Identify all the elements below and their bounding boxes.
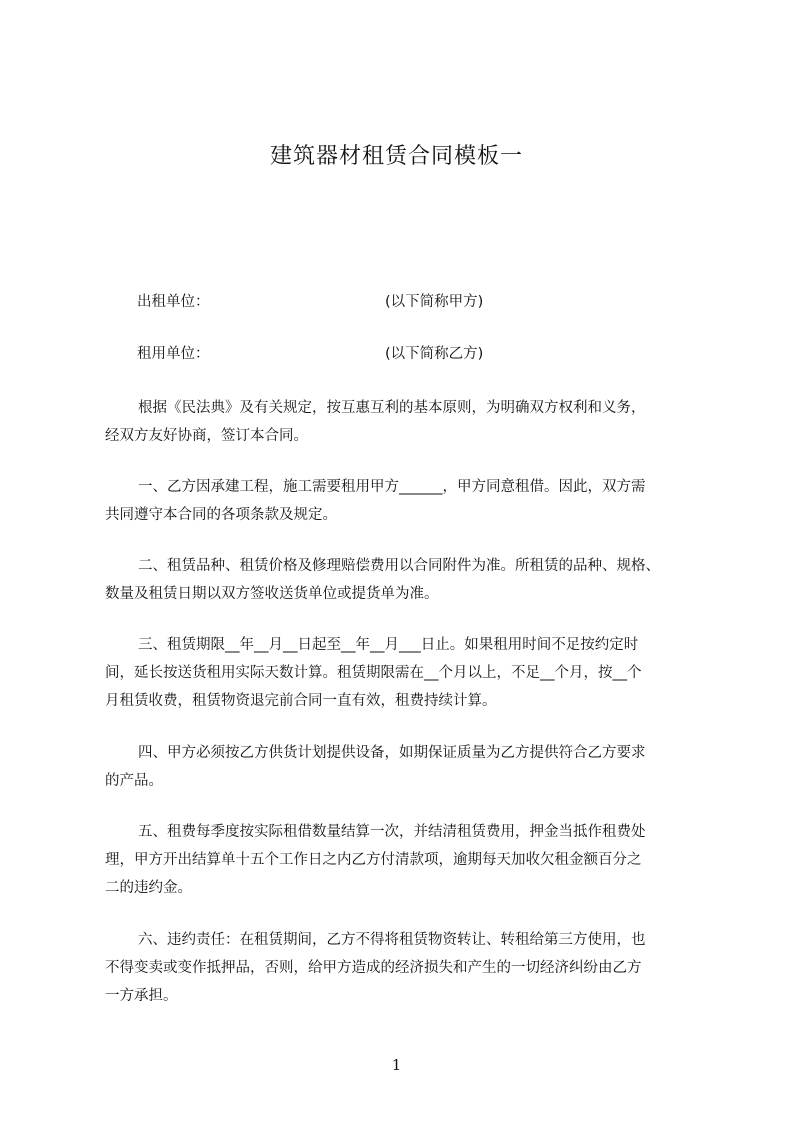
paragraph-clause-1 bbox=[105, 473, 705, 529]
paragraph-line: 五、租费每季度按实际租借数量结算一次，并结清租赁费用，押金当抵作租费处 bbox=[138, 824, 646, 840]
paragraph-line: 月租赁收费，租赁物资退完前合同一直有效，租费持续计算。 bbox=[105, 693, 497, 709]
paragraph-line: 根据《民法典》及有关规定，按互惠互利的基本原则，为明确双方权利和义务， bbox=[138, 400, 646, 416]
paragraph-line: 二、租赁品种、租赁价格及修理赔偿费用以合同附件为准。所租赁的品种、规格、 bbox=[138, 558, 660, 574]
paragraph-line: 二的违约金。 bbox=[105, 880, 192, 896]
paragraph-clause-4 bbox=[105, 739, 705, 795]
page-number: 1 bbox=[391, 1056, 402, 1074]
paragraph-line: 三、租赁期限__年__月__日起至__年__月___日止。如果租用时间不足按约定时 bbox=[138, 637, 639, 653]
paragraph-line: 经双方友好协商，签订本合同。 bbox=[105, 428, 308, 444]
document-title: 建筑器材租赁合同模板一 bbox=[269, 144, 523, 169]
lessee-label: 租用单位： bbox=[137, 346, 210, 362]
lessor-alias: (以下简称甲方) bbox=[385, 294, 484, 310]
paragraph-clause-6 bbox=[105, 926, 705, 1010]
paragraph-preamble bbox=[105, 394, 705, 450]
paragraph-line: 六、违约责任：在租赁期间，乙方不得将租赁物资转让、转租给第三方使用，也 bbox=[138, 932, 646, 948]
paragraph-clause-2 bbox=[105, 552, 705, 608]
lessee-alias: (以下简称乙方) bbox=[385, 346, 484, 362]
lessor-line bbox=[137, 291, 484, 313]
paragraph-clause-5 bbox=[105, 818, 705, 902]
paragraph-line: 理，甲方开出结算单十五个工作日之内乙方付清款项，逾期每天加收欠租金额百分之 bbox=[105, 852, 642, 868]
paragraph-line: 的产品。 bbox=[105, 773, 163, 789]
paragraph-line: 间，延长按送货租用实际天数计算。租赁期限需在__个月以上，不足__个月，按__个 bbox=[105, 665, 642, 681]
paragraph-line: 数量及租赁日期以双方签收送货单位或提货单为准。 bbox=[105, 586, 439, 602]
lessor-label: 出租单位： bbox=[137, 294, 210, 310]
paragraph-clause-3 bbox=[105, 631, 705, 715]
lessee-line bbox=[137, 343, 484, 365]
paragraph-line: 一方承担。 bbox=[105, 988, 178, 1004]
paragraph-line: 共同遵守本合同的各项条款及规定。 bbox=[105, 507, 337, 523]
paragraph-line: 一、乙方因承建工程，施工需要租用甲方______，甲方同意租借。因此，双方需 bbox=[138, 479, 646, 495]
paragraph-line: 四、甲方必须按乙方供货计划提供设备，如期保证质量为乙方提供符合乙方要求 bbox=[138, 745, 646, 761]
paragraph-line: 不得变卖或变作抵押品，否则，给甲方造成的经济损失和产生的一切经济纠纷由乙方 bbox=[105, 960, 642, 976]
